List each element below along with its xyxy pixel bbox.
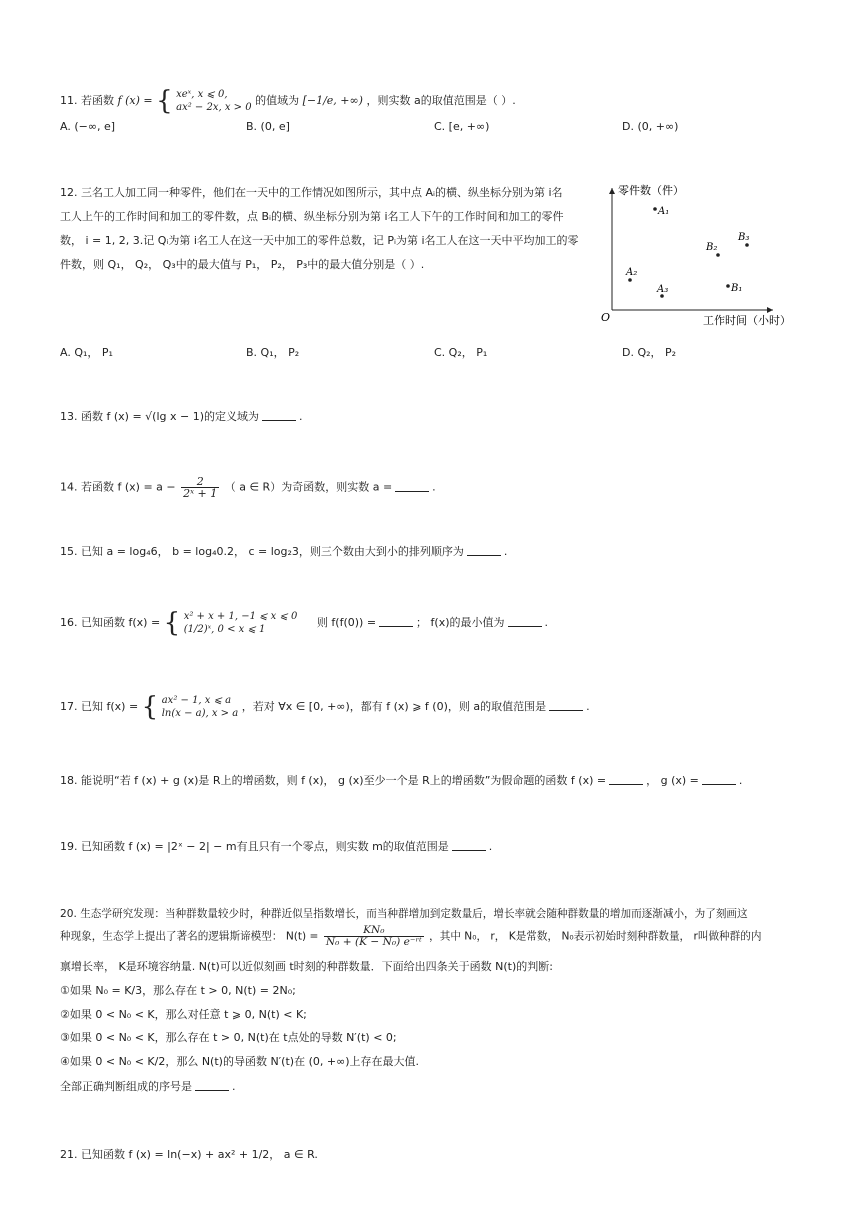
q12-graph xyxy=(595,180,805,330)
q11-brace: { xyxy=(156,86,173,116)
q11-mid: 的值域为 xyxy=(255,94,300,107)
q16-case1: x² + x + 1, −1 ⩽ x ⩽ 0 xyxy=(183,611,298,622)
q12-label-a3: A₃ xyxy=(657,284,669,295)
q16 xyxy=(60,610,548,636)
q19-blank xyxy=(452,840,486,851)
q12-point-b1 xyxy=(726,284,730,288)
q20-item4: ④如果 0 < N₀ < K/2，那么 N(t)的导函数 N′(t)在 (0, +∞)上存在最大值. xyxy=(60,1055,420,1068)
q12-point-a2 xyxy=(628,278,632,282)
q12-line3: 数， i = 1, 2, 3.记 Qᵢ为第 i名工人在这一天中加工的零件总数，记 Pᵢ为第 i名工人在这一天中平均加工的零 xyxy=(60,234,579,247)
q13 xyxy=(60,410,303,424)
q20-frac xyxy=(324,925,424,948)
q16-brace: { xyxy=(163,608,181,638)
q19-text: 19. 已知函数 f (x) = |2ˣ − 2| − m有且只有一个零点，则实数 m的取值范围是 xyxy=(60,840,449,853)
q17-case1: ax² − 1, x ⩽ a xyxy=(161,695,232,706)
q20-blank xyxy=(195,1080,229,1091)
q16-cases xyxy=(184,610,298,636)
q17-mid: ，若对 ∀x ∈ [0, +∞)，都有 f (x) ⩾ f (0)，则 a的取值范围是 xyxy=(241,700,547,713)
q12-point-b3 xyxy=(745,243,749,247)
q18-blank-2 xyxy=(702,774,736,785)
q13-end: . xyxy=(299,410,303,423)
q11-cases xyxy=(176,88,251,114)
q20-line2 xyxy=(60,925,761,948)
q12-line4: 件数，则 Q₁， Q₂， Q₃中的最大值与 P₁， P₂， P₃中的最大值分别是（ ）. xyxy=(60,258,425,271)
q14 xyxy=(60,476,436,499)
q20-end: . xyxy=(232,1080,236,1093)
q12-line1: 12. 三名工人加工同一种零件，他们在一天中的工作情况如图所示，其中点 Aᵢ的横、纵坐标分别为第 i名 xyxy=(60,186,563,199)
q17-blank xyxy=(549,700,583,711)
q12-xlabel: 工作时间（小时） xyxy=(703,314,791,327)
q11-prefix: 11. 若函数 xyxy=(60,94,114,107)
q20-line2b: ，其中 N₀， r， K是常数， N₀表示初始时刻种群数量， r叫做种群的内 xyxy=(429,930,762,943)
q12-option-c: C. Q₂， P₁ xyxy=(434,346,488,359)
q15-text: 15. 已知 a = log₄6， b = log₄0.2， c = log₂3，则三个数由大到小的排列顺序为 xyxy=(60,545,464,558)
q13-blank xyxy=(262,410,296,421)
q12-option-d: D. Q₂， P₂ xyxy=(622,346,677,359)
q18-end: . xyxy=(738,774,743,787)
q20-item2: ②如果 0 < N₀ < K，那么对任意 t ⩾ 0, N(t) < K; xyxy=(60,1008,307,1021)
q12-label-a1: A₁ xyxy=(658,206,670,217)
q12-line2: 工人上午的工作时间和加工的零件数，点 Bᵢ的横、纵坐标分别为第 i名工人下午的工作时间和加工的零件 xyxy=(60,210,564,223)
q11-case1: xeˣ, x ⩽ 0, xyxy=(176,89,228,100)
q11-case2: ax² − 2x, x > 0 xyxy=(176,102,252,113)
q11-range: [−1/e, +∞) xyxy=(302,94,363,107)
q11-option-a: A. (−∞, e] xyxy=(60,120,116,133)
q12-label-b1: B₁ xyxy=(731,283,743,294)
q12-label-b3: B₃ xyxy=(738,232,750,243)
q15-blank xyxy=(467,545,501,556)
q20-line1: 20. 生态学研究发现：当种群数量较少时，种群近似呈指数增长，而当种群增加到定数量后，增长率就会随种群数量的增加而逐渐减小，为了刻画这 xyxy=(60,908,748,920)
q14-mid: （ a ∈ R）为奇函数，则实数 a = xyxy=(224,480,393,494)
q17-brace: { xyxy=(141,692,159,722)
q12-option-a: A. Q₁， P₁ xyxy=(60,346,113,359)
q12-point-b2 xyxy=(716,253,720,257)
q16-mid: 则 f(f(0)) = xyxy=(316,616,377,629)
q13-text: 13. 函数 f (x) = √(lg x − 1)的定义域为 xyxy=(60,410,260,423)
q11-fx: f (x) = xyxy=(117,94,153,107)
q14-den: 2ˣ + 1 xyxy=(183,487,218,500)
q12-label-b2: B₂ xyxy=(706,242,718,253)
q20-line3: 禀增长率， K是环境容纳量. N(t)可以近似刻画 t时刻的种群数量．下面给出四条关于函数 N(t)的判断: xyxy=(60,960,553,973)
q20-line2a: 种现象，生态学上提出了著名的逻辑斯谛模型： N(t) = xyxy=(60,930,319,943)
q20-ask-text: 全部正确判断组成的序号是 xyxy=(60,1080,192,1093)
q20-num: KN₀ xyxy=(324,925,424,937)
q12-point-a1 xyxy=(653,207,657,211)
q14-blank xyxy=(395,481,429,492)
q16-sep: ； f(x)的最小值为 xyxy=(416,616,505,629)
q11-option-d: D. (0, +∞) xyxy=(622,120,679,133)
q12-ylabel: 零件数（件） xyxy=(618,184,684,197)
q18 xyxy=(60,774,742,788)
q19 xyxy=(60,840,492,854)
q17 xyxy=(60,694,590,720)
q16-prefix: 16. 已知函数 f(x) = xyxy=(60,616,161,629)
q18-text: 18. 能说明“若 f (x) + g (x)是 R上的增函数，则 f (x)， g (x)至少一个是 R上的增函数”为假命题的函数 f (x) = xyxy=(60,774,607,787)
q15-end: . xyxy=(503,545,508,558)
q15 xyxy=(60,545,507,559)
q17-case2: ln(x − a), x > a xyxy=(161,708,239,719)
q20-ask xyxy=(60,1080,236,1094)
q16-blank-2 xyxy=(508,616,542,627)
q11-option-c: C. [e, +∞) xyxy=(434,120,490,133)
q17-cases xyxy=(162,694,238,720)
q16-case2: (1/2)ˣ, 0 < x ⩽ 1 xyxy=(183,624,266,635)
q20-item1: ①如果 N₀ = K/3，那么存在 t > 0, N(t) = 2N₀; xyxy=(60,984,296,997)
q17-end: . xyxy=(586,700,590,713)
q18-mid: ， g (x) = xyxy=(646,774,699,787)
q14-frac xyxy=(181,476,219,499)
q16-end: . xyxy=(544,616,549,629)
q20-item3: ③如果 0 < N₀ < K，那么存在 t > 0, N(t)在 t点处的导数 N′(t) < 0; xyxy=(60,1031,397,1044)
q19-end: . xyxy=(488,840,493,853)
q12-option-b: B. Q₁， P₂ xyxy=(246,346,300,359)
q14-text: 14. 若函数 f (x) = a − xyxy=(60,480,176,494)
q12-origin: O xyxy=(601,311,611,324)
q18-blank-1 xyxy=(609,774,643,785)
q16-blank-1 xyxy=(379,616,413,627)
q11-suffix: ，则实数 a的取值范围是（ ）. xyxy=(366,94,516,107)
q14-end: . xyxy=(432,480,436,494)
q20-den: N₀ + (K − N₀) e⁻ʳᵗ xyxy=(325,936,422,948)
q17-prefix: 17. 已知 f(x) = xyxy=(60,700,139,713)
q14-num: 2 xyxy=(181,476,219,488)
q12-label-a2: A₂ xyxy=(626,267,638,278)
q11-stem xyxy=(60,88,516,114)
q21: 21. 已知函数 f (x) = ln(−x) + ax² + 1/2， a ∈ R. xyxy=(60,1148,318,1161)
q11-option-b: B. (0, e] xyxy=(246,120,290,133)
